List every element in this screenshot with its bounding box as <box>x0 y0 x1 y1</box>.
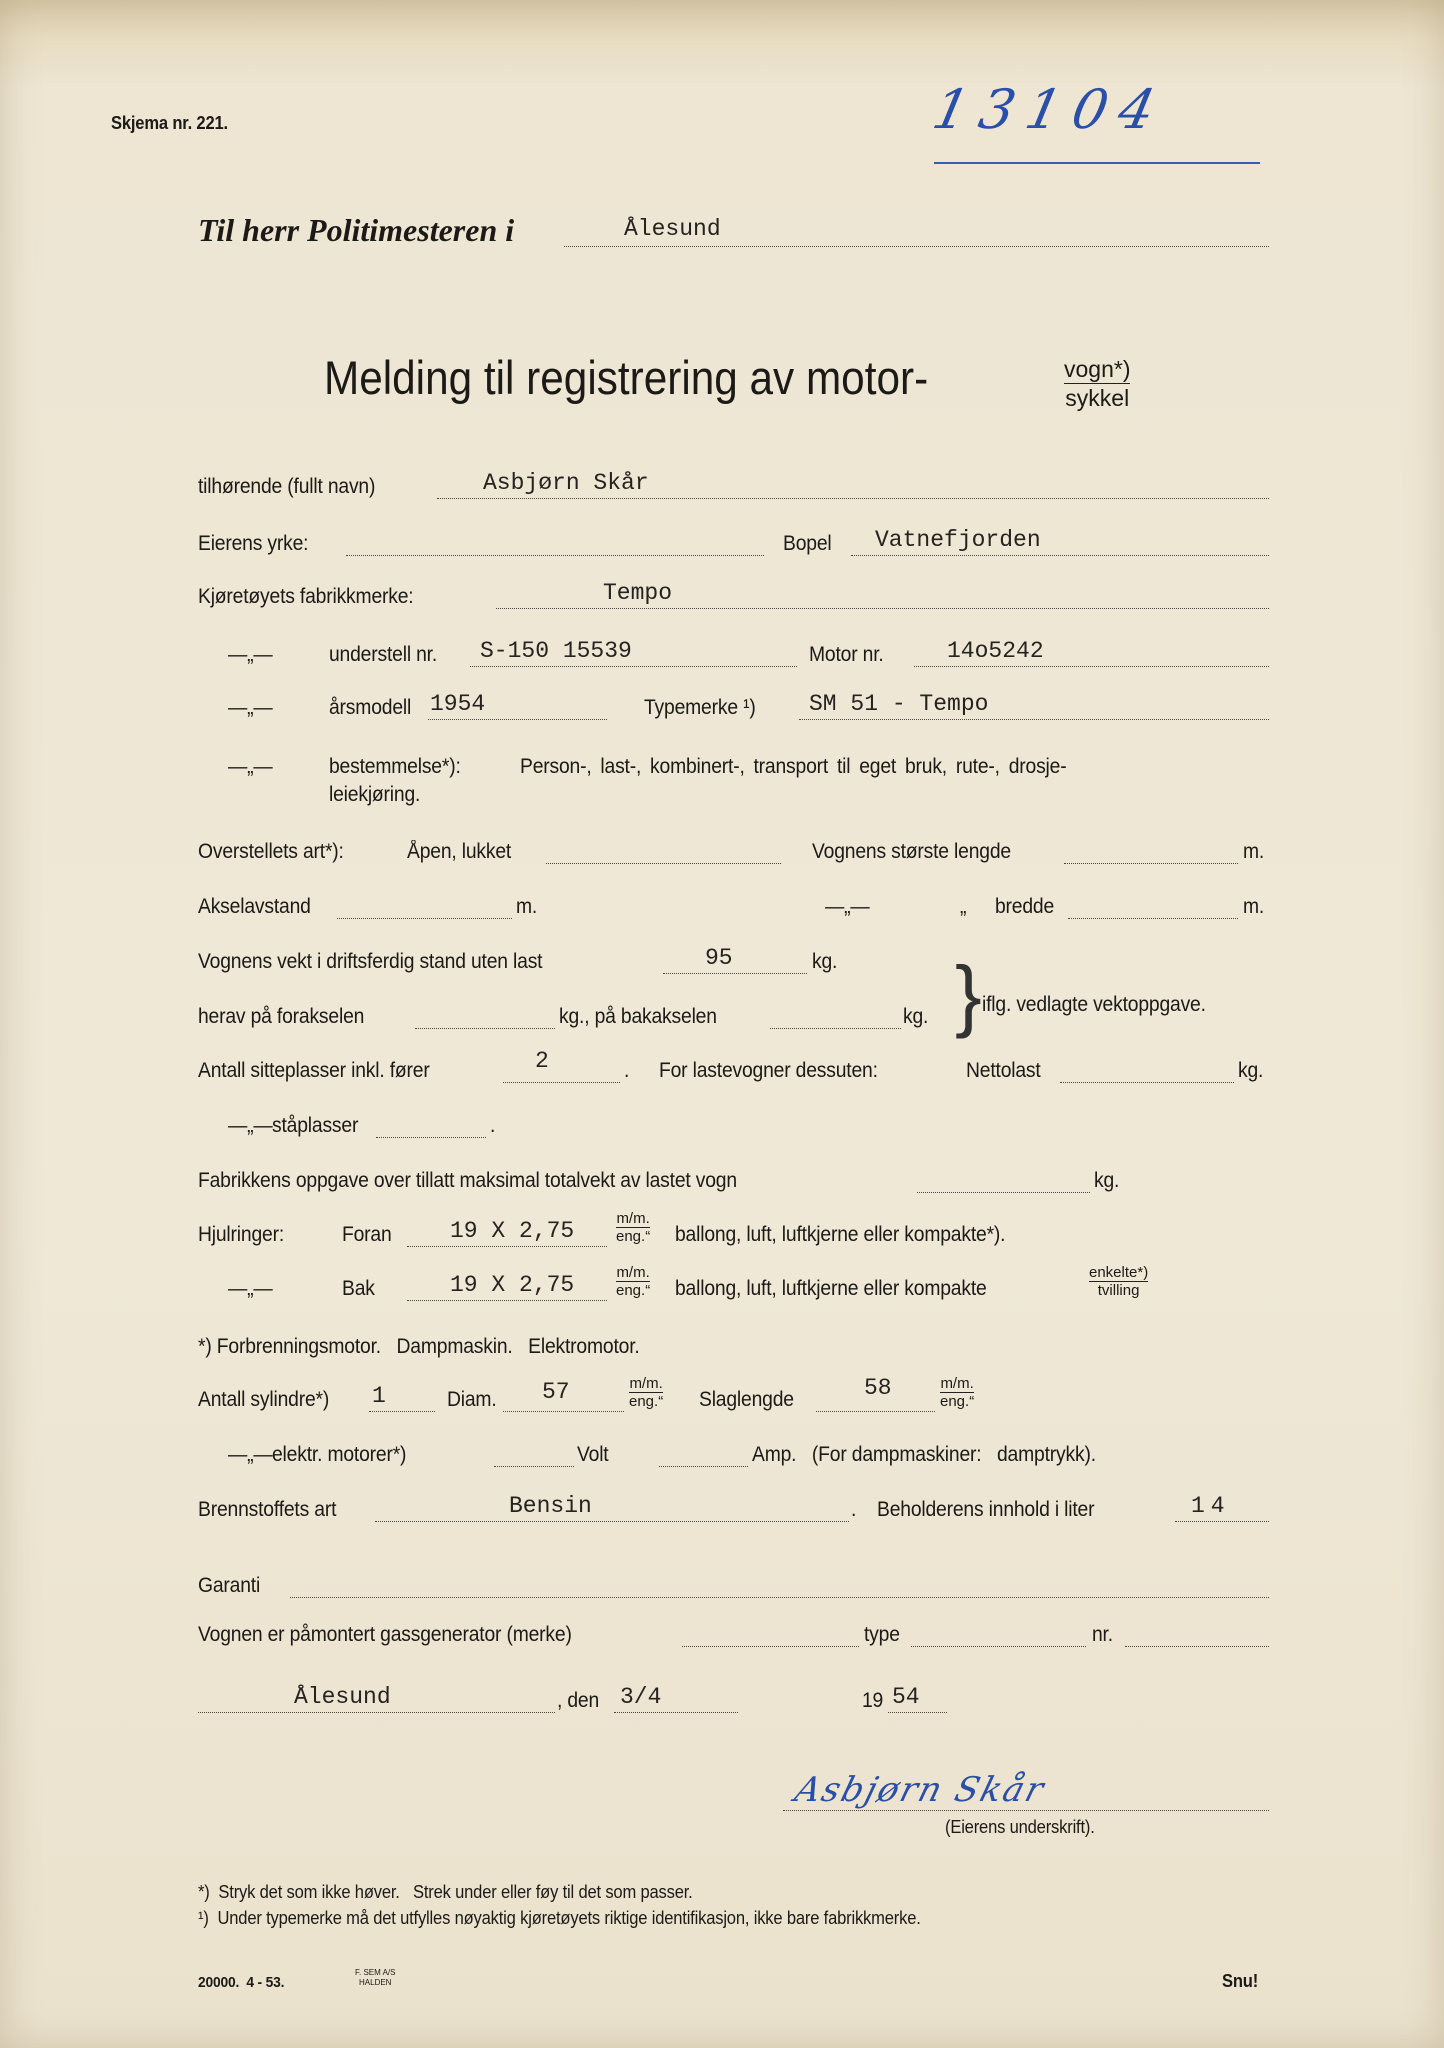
page-title <box>324 350 995 405</box>
fuel-label: Brennstoffets art <box>198 1498 337 1521</box>
ditto-quote: „ <box>960 895 967 918</box>
rear-axle-field[interactable] <box>770 1004 901 1029</box>
netload-field[interactable] <box>1060 1058 1234 1083</box>
motor-value: 14o5242 <box>947 638 1044 664</box>
front-axle-label: herav på forakselen <box>198 1005 365 1028</box>
body-field[interactable] <box>546 839 781 864</box>
electric-label: elektr. motorer*) <box>272 1443 407 1466</box>
date-label: , den <box>557 1689 600 1712</box>
length-unit: m. <box>1243 840 1265 863</box>
stroke-value: 58 <box>864 1375 892 1401</box>
seats-value: 2 <box>535 1048 549 1074</box>
residence-value: Vatnefjorden <box>875 527 1041 553</box>
year-label: årsmodell <box>329 696 412 719</box>
signature: Asbjørn Skår <box>790 1770 1050 1810</box>
footnote-1: *) Stryk det som ikke høver. Strek under eller føy til det som passer. <box>198 1882 693 1902</box>
fuel-field[interactable] <box>375 1497 849 1522</box>
wheelbase-label: Akselavstand <box>198 895 311 918</box>
width-field[interactable] <box>1068 894 1238 919</box>
ditto-mark: —„— <box>228 1277 273 1300</box>
chassis-value: S-150 15539 <box>480 638 632 664</box>
seats-label: Antall sitteplasser inkl. fører <box>198 1059 430 1082</box>
gasgen-type-label: type <box>864 1623 900 1646</box>
make-label: Kjøretøyets fabrikkmerke: <box>198 585 414 608</box>
purpose-label: bestemmelse*): <box>329 755 461 778</box>
front-wheel-value: 19 X 2,75 <box>450 1218 575 1244</box>
trucks-label: For lastevogner dessuten: <box>659 1059 878 1082</box>
year-value: 1954 <box>430 691 486 717</box>
dot: . <box>624 1059 630 1082</box>
residence-label: Bopel <box>783 532 832 555</box>
purpose-options-cont: leiekjøring. <box>329 783 421 806</box>
netload-unit: kg. <box>1238 1059 1264 1082</box>
stroke-label: Slaglengde <box>699 1388 794 1411</box>
length-label: Vognens største lengde <box>812 840 1011 863</box>
handwritten-number: 13104 <box>927 78 1173 141</box>
unit-fraction: m/m. eng.“ <box>616 1210 651 1245</box>
fuel-value: Bensin <box>509 1493 592 1519</box>
addressee-label: Til herr Politimesteren i <box>198 212 515 248</box>
volt-field[interactable] <box>659 1442 748 1467</box>
length-field[interactable] <box>1064 839 1238 864</box>
front-axle-field[interactable] <box>415 1004 555 1029</box>
occupation-label: Eierens yrke: <box>198 532 309 555</box>
signoff-year-value: 54 <box>892 1684 920 1710</box>
dot: . <box>490 1114 496 1137</box>
cylinders-label: Antall sylindre*) <box>198 1388 330 1411</box>
electric-field[interactable] <box>494 1442 574 1467</box>
title-fraction: vogn*) sykkel <box>1064 356 1131 411</box>
weight-note: iflg. vedlagte vektoppgave. <box>982 993 1206 1016</box>
maxweight-unit: kg. <box>1094 1169 1120 1192</box>
handwritten-underline <box>934 162 1260 164</box>
year-prefix: 19 <box>862 1689 884 1712</box>
ditto-mark: —„— <box>228 696 273 719</box>
motor-label: Motor nr. <box>809 643 884 666</box>
tank-label: Beholderens innhold i liter <box>877 1498 1095 1521</box>
amp-label: Amp. (For dampmaskiner: damptrykk). <box>752 1443 1096 1466</box>
type-label: Typemerke ¹) <box>644 696 756 719</box>
gasgen-field[interactable] <box>682 1622 859 1647</box>
gasgen-nr-label: nr. <box>1092 1623 1113 1646</box>
ditto-mark: —„— <box>228 643 273 666</box>
title-main: Melding til registrering av motor- <box>324 351 929 404</box>
wheelbase-field[interactable] <box>337 894 512 919</box>
gasgen-nr-field[interactable] <box>1125 1622 1269 1647</box>
netload-label: Nettolast <box>966 1059 1041 1082</box>
wheels-label: Hjulringer: <box>198 1223 285 1246</box>
cylinders-value: 1 <box>372 1383 386 1409</box>
guarantee-field[interactable] <box>290 1573 1269 1598</box>
body-label: Overstellets art*): <box>198 840 344 863</box>
unit-fraction: m/m. eng.“ <box>940 1375 975 1410</box>
volt-label: Volt <box>577 1443 609 1466</box>
form-number: Skjema nr. 221. <box>111 113 228 133</box>
standing-field[interactable] <box>376 1113 486 1138</box>
gasgen-label: Vognen er påmontert gassgenerator (merke) <box>198 1623 572 1646</box>
standing-label: ståplasser <box>272 1114 359 1137</box>
footnote-2: ¹) Under typemerke må det utfylles nøyaktig kjøretøyets riktige identifikasjon, ikke bare fabrikkmerke. <box>198 1908 921 1928</box>
weight-field[interactable] <box>663 949 807 974</box>
seats-field[interactable] <box>503 1058 620 1083</box>
rear-axle-label: kg., på bakakselen <box>559 1005 717 1028</box>
width-label: bredde <box>995 895 1055 918</box>
rear-wheel-label: Bak <box>342 1277 375 1300</box>
print-info: 20000. 4 - 53. <box>198 1974 285 1991</box>
maxweight-label: Fabrikkens oppgave over tillatt maksimal totalvekt av lastet vogn <box>198 1169 737 1192</box>
ditto-mark: —„— <box>228 755 273 778</box>
make-value: Tempo <box>603 580 673 606</box>
place-value: Ålesund <box>294 1684 391 1710</box>
rear-axle-unit: kg. <box>903 1005 929 1028</box>
gasgen-type-field[interactable] <box>911 1622 1086 1647</box>
chassis-label: understell nr. <box>329 643 438 666</box>
brace: } <box>955 950 982 1039</box>
weight-value: 95 <box>705 945 733 971</box>
turn-over-label: Snu! <box>1222 1971 1259 1991</box>
body-value: Åpen, lukket <box>407 840 512 863</box>
tire-types: ballong, luft, luftkjerne eller kompakte*). <box>675 1223 1006 1246</box>
printer-mark: F. SEM A/S HALDEN <box>355 1968 396 1987</box>
ditto-mark: —„— <box>825 895 870 918</box>
diam-label: Diam. <box>447 1388 497 1411</box>
ditto-mark: —„— <box>228 1443 273 1466</box>
date-value: 3/4 <box>620 1684 662 1710</box>
weight-label: Vognens vekt i driftsferdig stand uten last <box>198 950 543 973</box>
signature-label: (Eierens underskrift). <box>945 1817 1095 1837</box>
front-wheel-label: Foran <box>342 1223 392 1246</box>
wheelbase-unit: m. <box>516 895 538 918</box>
weight-unit: kg. <box>812 950 838 973</box>
tire-types: ballong, luft, luftkjerne eller kompakte <box>675 1277 987 1300</box>
engine-types: *) Forbrenningsmotor. Dampmaskin. Elektromotor. <box>198 1335 640 1358</box>
guarantee-label: Garanti <box>198 1574 261 1597</box>
dot: . <box>851 1498 857 1521</box>
owner-label: tilhørende (fullt navn) <box>198 475 376 498</box>
single-twin-fraction: enkelte*) tvilling <box>1089 1264 1149 1299</box>
addressee-value: Ålesund <box>624 216 721 242</box>
unit-fraction: m/m. eng.“ <box>629 1375 664 1410</box>
rear-wheel-value: 19 X 2,75 <box>450 1272 575 1298</box>
width-unit: m. <box>1243 895 1265 918</box>
occupation-field[interactable] <box>346 531 764 556</box>
owner-value: Asbjørn Skår <box>483 470 649 496</box>
unit-fraction: m/m. eng.“ <box>616 1264 651 1299</box>
type-value: SM 51 - Tempo <box>809 691 989 717</box>
diam-value: 57 <box>542 1379 570 1405</box>
maxweight-field[interactable] <box>917 1168 1090 1193</box>
tank-value: 14 <box>1191 1493 1231 1519</box>
purpose-options: Person-, last-, kombinert-, transport til eget bruk, rute-, drosje- <box>520 755 1067 778</box>
ditto-mark: —„— <box>228 1114 273 1137</box>
